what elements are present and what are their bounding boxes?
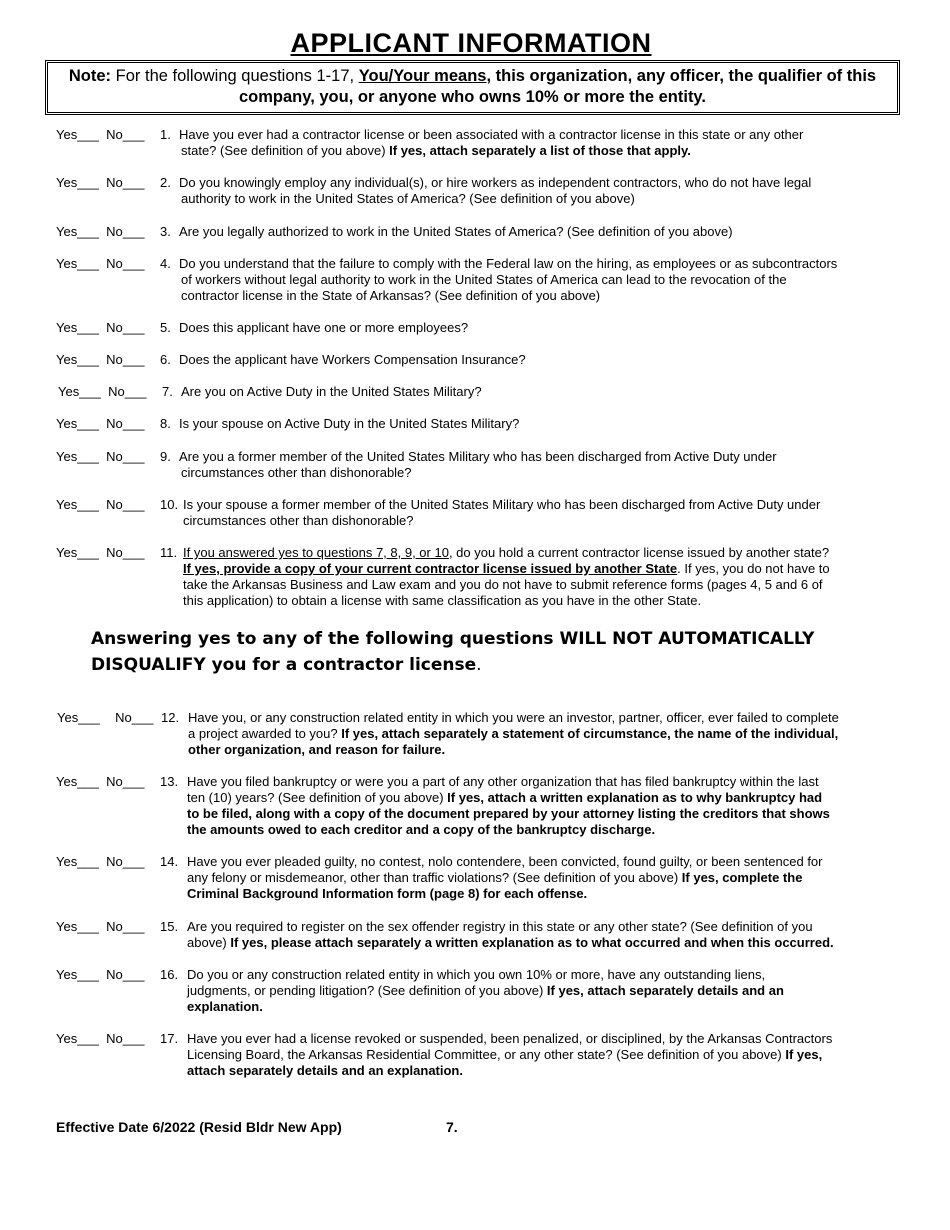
question-text: Have you ever had a contractor license or been associated with a contractor license in this state or any other	[179, 127, 804, 142]
question-text-cont: contractor license in the State of Arkansas? (See definition of you above)	[181, 288, 601, 303]
question-text: Do you understand that the failure to comply with the Federal law on the hiring, as employees or as subcontractors	[179, 256, 838, 271]
yes-no-blanks[interactable]: Yes___ No___	[56, 352, 145, 367]
page-title: APPLICANT INFORMATION	[290, 28, 652, 58]
notice-period: .	[476, 655, 482, 675]
question-text-cont: circumstances other than dishonorable?	[183, 513, 414, 528]
question-text: Does this applicant have one or more employees?	[179, 320, 469, 335]
yes-no-blanks[interactable]: Yes___ No___	[56, 545, 145, 560]
question-text-cont: take the Arkansas Business and Law exam and you do not have to submit reference forms (pages 4, 5 and 6 of	[183, 577, 823, 592]
yes-no-blanks[interactable]: Yes___ No___	[56, 127, 145, 142]
question-text-cont: Licensing Board, the Arkansas Residential Committee, or any other state? (See definition of you above)	[187, 1047, 786, 1062]
question-text: Are you legally authorized to work in the United States of America? (See definition of you above)	[179, 224, 733, 239]
question-number: 8.	[160, 416, 171, 431]
yes-no-blanks[interactable]: Yes___ No___	[56, 497, 145, 512]
definition-note	[45, 60, 900, 115]
question-number: 6.	[160, 352, 171, 367]
question-text: Do you knowingly employ any individual(s), or hire workers as independent contractors, who do not have legal	[179, 175, 812, 190]
question-number: 2.	[160, 175, 171, 190]
question-number: 12.	[161, 710, 180, 725]
question-instruction: If yes, attach a written explanation as to why bankruptcy had	[447, 790, 823, 805]
question-instruction: If yes, attach separately details and an	[546, 983, 784, 998]
question-text-cont: this application) to obtain a license with same classification as you have in the other State.	[183, 593, 702, 608]
question-instruction: If yes, attach separately a statement of circumstance, the name of the individual,	[341, 726, 839, 741]
yes-no-blanks[interactable]: Yes___ No___	[56, 416, 145, 431]
yes-no-blanks[interactable]: Yes___ No___	[56, 774, 145, 789]
question-number: 16.	[160, 967, 179, 982]
yes-no-blanks[interactable]: Yes___ No___	[56, 175, 145, 190]
question-text-cont: a project awarded to you?	[188, 726, 342, 741]
yes-no-blanks[interactable]: Yes___ No___	[57, 710, 154, 725]
question-text: Have you, or any construction related entity in which you were an investor, partner, officer, ever failed to complete	[188, 710, 839, 725]
question-number: 17.	[160, 1031, 179, 1046]
question-text: Are you on Active Duty in the United States Military?	[181, 384, 482, 399]
yes-no-blanks[interactable]: Yes___ No___	[56, 256, 145, 271]
question-text: Is your spouse on Active Duty in the United States Military?	[179, 416, 520, 431]
effective-date: Effective Date 6/2022 (Resid Bldr New App)	[56, 1119, 342, 1135]
question-text-cont: authority to work in the United States of America? (See definition of you above)	[181, 191, 635, 206]
question-instruction-cont: other organization, and reason for failure.	[188, 742, 446, 757]
yes-no-blanks[interactable]: Yes___ No___	[56, 854, 145, 869]
question-text: Are you required to register on the sex offender registry in this state or any other state? (See definition of you	[187, 919, 813, 934]
question-number: 15.	[160, 919, 179, 934]
question-instruction-cont: to be filed, along with a copy of the document prepared by your attorney listing the creditors that shows	[187, 806, 830, 821]
question-text-cont: of workers without legal authority to work in the United States of America can lead to the revocation of the	[181, 272, 787, 287]
question-text: , do you hold a current contractor license issued by another state?	[448, 545, 830, 560]
question-text-cont: any felony or misdemeanor, other than traffic violations? (See definition of you above)	[187, 870, 682, 885]
question-instruction-cont: attach separately details and an explanation.	[187, 1063, 463, 1078]
question-text-cont: . If yes, you do not have to	[677, 561, 830, 576]
question-text: Have you ever had a license revoked or suspended, been penalized, or disciplined, by the Arkansas Contractors	[187, 1031, 833, 1046]
note-label: Note:	[68, 67, 112, 85]
question-text: Does the applicant have Workers Compensation Insurance?	[179, 352, 526, 367]
yes-no-blanks[interactable]: Yes___ No___	[58, 384, 147, 399]
note-text-1: For the following questions 1-17,	[111, 67, 359, 85]
question-instruction-cont: the amounts owed to each creditor and a copy of the bankruptcy discharge.	[187, 822, 656, 837]
notice-line-2: DISQUALIFY you for a contractor license	[91, 655, 477, 675]
yes-no-blanks[interactable]: Yes___ No___	[56, 919, 145, 934]
question-text: Have you filed bankruptcy or were you a part of any other organization that has filed bankruptcy within the last	[187, 774, 819, 789]
question-text-cont: state? (See definition of you above)	[181, 143, 390, 158]
page-number: 7.	[446, 1119, 458, 1135]
question-number: 10.	[160, 497, 179, 512]
question-instruction: If yes, please attach separately a written explanation as to what occurred and when this occurred.	[230, 935, 834, 950]
yes-no-blanks[interactable]: Yes___ No___	[56, 1031, 145, 1046]
question-text-cont: judgments, or pending litigation? (See definition of you above)	[187, 983, 547, 998]
question-instruction: If yes, provide a copy of your current contractor license issued by another State	[183, 561, 678, 576]
question-instruction: If yes,	[785, 1047, 823, 1062]
question-number: 4.	[160, 256, 171, 271]
yes-no-blanks[interactable]: Yes___ No___	[56, 967, 145, 982]
yes-no-blanks[interactable]: Yes___ No___	[56, 224, 145, 239]
question-number: 3.	[160, 224, 171, 239]
question-number: 5.	[160, 320, 171, 335]
question-number: 14.	[160, 854, 179, 869]
question-text-cont: ten (10) years? (See definition of you above)	[187, 790, 448, 805]
yes-no-blanks[interactable]: Yes___ No___	[56, 320, 145, 335]
question-number: 9.	[160, 449, 171, 464]
yes-no-blanks[interactable]: Yes___ No___	[56, 449, 145, 464]
notice-line-1: Answering yes to any of the following questions WILL NOT AUTOMATICALLY	[91, 629, 815, 649]
you-means: You/Your means	[358, 67, 487, 85]
question-number: 13.	[160, 774, 179, 789]
question-instruction-cont: explanation.	[187, 999, 263, 1014]
question-text: Do you or any construction related entity in which you own 10% or more, have any outstanding liens,	[187, 967, 766, 982]
question-instruction: If yes, attach separately a list of those that apply.	[389, 143, 691, 158]
question-text: Is your spouse a former member of the United States Military who has been discharged from Active Duty under	[183, 497, 821, 512]
notice-heading	[91, 626, 871, 678]
question-text-cont: circumstances other than dishonorable?	[181, 465, 412, 480]
question-instruction: If yes, complete the	[681, 870, 803, 885]
question-text-cont: above)	[187, 935, 231, 950]
question-number: 1.	[160, 127, 171, 142]
question-text: Are you a former member of the United States Military who has been discharged from Active Duty under	[179, 449, 777, 464]
question-condition: If you answered yes to questions 7, 8, 9, or 10	[183, 545, 449, 560]
question-instruction-cont: Criminal Background Information form (page 8) for each offense.	[187, 886, 588, 901]
question-number: 7.	[162, 384, 173, 399]
question-text: Have you ever pleaded guilty, no contest, nolo contendere, been convicted, found guilty, or been sentenced for	[187, 854, 823, 869]
question-number: 11.	[160, 545, 178, 560]
note-text-2: , this organization, any officer, the qualifier of this company, you, or anyone who owns 10% or more the entity.	[239, 67, 877, 106]
